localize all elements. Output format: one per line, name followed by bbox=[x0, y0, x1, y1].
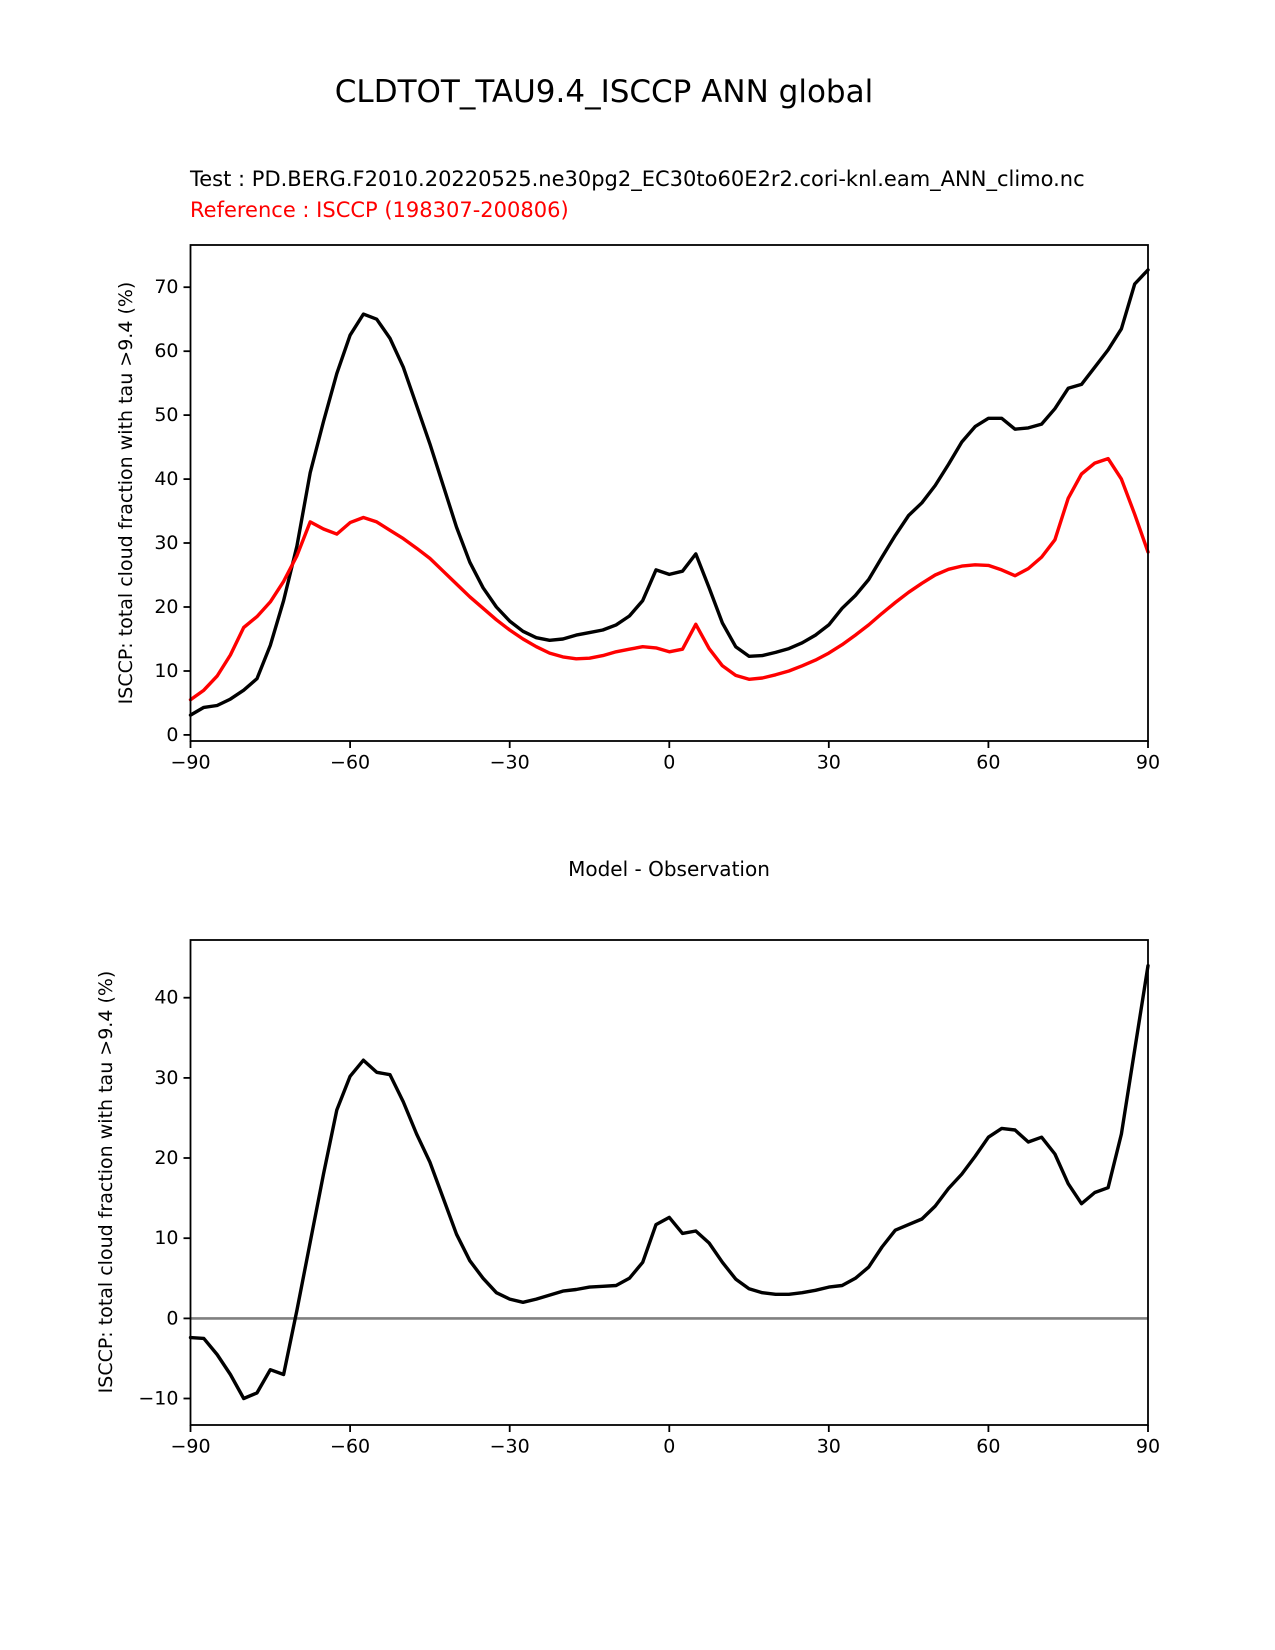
y-tick-label: 0 bbox=[166, 1307, 179, 1330]
x-tick-label: 60 bbox=[976, 751, 1001, 774]
x-tick-label: 30 bbox=[816, 751, 841, 774]
x-tick-label: 0 bbox=[663, 751, 676, 774]
bottom-chart-y-axis-label: ISCCP: total cloud fraction with tau >9.4 (%) bbox=[95, 970, 117, 1394]
x-tick-label: −60 bbox=[330, 1435, 371, 1458]
y-tick-label: 40 bbox=[154, 986, 179, 1009]
y-tick-label: 30 bbox=[154, 1066, 179, 1089]
y-tick-label: 70 bbox=[154, 276, 179, 299]
x-tick-label: 90 bbox=[1135, 751, 1161, 774]
y-tick-label: −10 bbox=[138, 1387, 179, 1410]
y-tick-label: 20 bbox=[154, 596, 179, 618]
y-tick-label: 50 bbox=[154, 404, 179, 427]
x-tick-label: 60 bbox=[976, 1435, 1001, 1458]
figure-title: CLDTOT_TAU9.4_ISCCP ANN global bbox=[334, 74, 874, 110]
bottom-chart-title: Model - Observation bbox=[568, 857, 770, 881]
difference-curve bbox=[191, 966, 1149, 1399]
top-chart bbox=[154, 245, 1160, 774]
x-tick-label: −30 bbox=[489, 1435, 530, 1458]
x-tick-label: 30 bbox=[816, 1435, 841, 1458]
y-tick-label: 60 bbox=[154, 340, 179, 363]
y-tick-label: 40 bbox=[154, 468, 179, 491]
test-label: Test : PD.BERG.F2010.20220525.ne30pg2_EC30to60E2r2.cori-knl.eam_ANN_climo.nc bbox=[190, 167, 1085, 191]
x-tick-label: −60 bbox=[330, 751, 371, 774]
plot-frame bbox=[191, 940, 1149, 1425]
y-tick-label: 0 bbox=[166, 723, 179, 746]
y-tick-label: 30 bbox=[154, 532, 179, 554]
x-tick-label: −30 bbox=[489, 751, 530, 774]
x-tick-label: 0 bbox=[663, 1435, 676, 1458]
y-tick-label: 10 bbox=[154, 660, 179, 682]
x-tick-label: −90 bbox=[170, 751, 211, 774]
bottom-chart bbox=[138, 940, 1160, 1458]
reference-label: Reference : ISCCP (198307-200806) bbox=[190, 198, 569, 222]
model-curve bbox=[191, 270, 1149, 715]
plot-frame bbox=[191, 245, 1149, 741]
x-tick-label: −90 bbox=[170, 1435, 211, 1458]
reference-curve bbox=[191, 459, 1149, 700]
x-tick-label: 90 bbox=[1135, 1435, 1161, 1458]
y-tick-label: 20 bbox=[154, 1147, 179, 1169]
top-chart-y-axis-label: ISCCP: total cloud fraction with tau >9.4 (%) bbox=[115, 281, 137, 705]
y-tick-label: 10 bbox=[154, 1227, 179, 1250]
